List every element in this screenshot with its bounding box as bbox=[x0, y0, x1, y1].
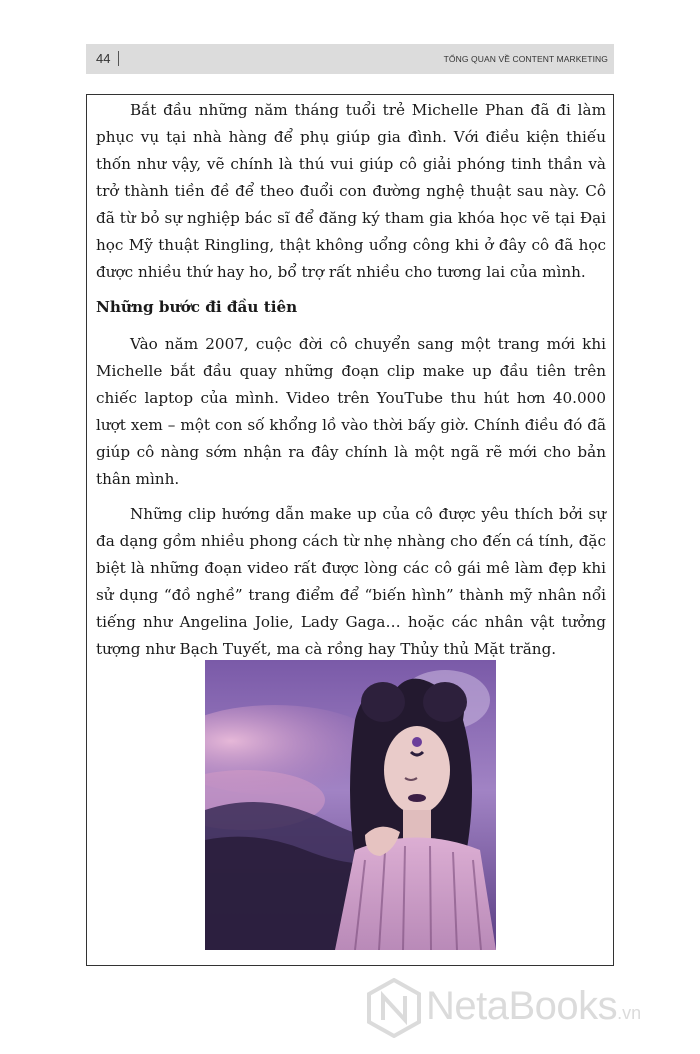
watermark-brand: NetaBooks bbox=[426, 984, 618, 1028]
watermark-suffix: .vn bbox=[617, 1003, 642, 1023]
page-header bbox=[86, 44, 614, 74]
text-block bbox=[96, 97, 606, 671]
paragraph-2: Vào năm 2007, cuộc đời cô chuyển sang một trang mới khi Michelle bắt đầu quay những đoạn clip make up đầu tiên trên chiếc laptop của mình. Video trên YouTube thu hút hơn 40.000 lượt xem – một con số khổng lồ vào thời bấy giờ. Chính điều đó đã giúp cô nàng sớm nhận ra đây chính là một ngã rẽ mới cho bản thân mình. bbox=[96, 335, 606, 488]
watermark bbox=[366, 978, 686, 1038]
running-title: TỔNG QUAN VỀ CONTENT MARKETING bbox=[443, 54, 608, 64]
watermark-text bbox=[426, 984, 641, 1029]
portrait-illustration bbox=[205, 660, 496, 950]
portrait-photo bbox=[205, 660, 496, 950]
paragraph-3: Những clip hướng dẫn make up của cô được yêu thích bởi sự đa dạng gồm nhiều phong cách từ nhẹ nhàng cho đến cá tính, đặc biệt là những đoạn video rất được lòng các cô gái mê làm đẹp khi sử dụng “đồ nghề” trang điểm để “biến hình” thành mỹ nhân nổi tiếng như Angelina Jolie, Lady Gaga… hoặc các nhân vật tưởng tượng như Bạch Tuyết, ma cà rồng hay Thủy thủ Mặt trăng. bbox=[96, 505, 606, 658]
page-number: 44 bbox=[96, 51, 111, 66]
netabooks-logo-icon bbox=[366, 978, 422, 1038]
header-separator bbox=[118, 51, 119, 66]
section-heading: Những bước đi đầu tiên bbox=[96, 298, 298, 316]
paragraph-1: Bắt đầu những năm tháng tuổi trẻ Michelle Phan đã đi làm phục vụ tại nhà hàng để phụ giúp gia đình. Với điều kiện thiếu thốn như vậy, vẽ chính là thú vui giúp cô giải phóng tinh thần và trở thành tiền đề để theo đuổi con đường nghệ thuật sau này. Cô đã từ bỏ sự nghiệp bác sĩ để đăng ký tham gia khóa học vẽ tại Đại học Mỹ thuật Ringling, thật không uổng công khi ở đây cô đã học được nhiều thứ hay ho, bổ trợ rất nhiều cho tương lai của mình. bbox=[96, 101, 606, 281]
